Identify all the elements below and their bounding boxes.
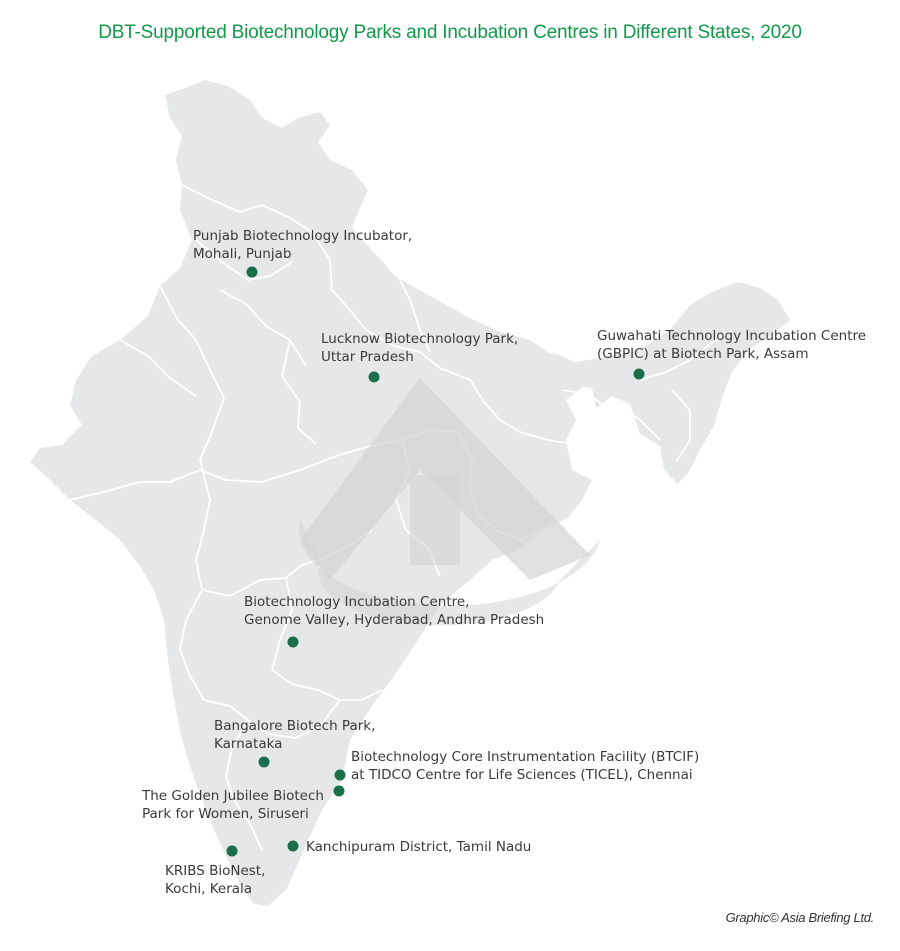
- label-hyderabad: [244, 593, 544, 629]
- label-line: Karnataka: [214, 736, 283, 752]
- label-line: Kanchipuram District, Tamil Nadu: [306, 839, 532, 855]
- marker-kanchipuram[interactable]: [288, 841, 299, 852]
- marker-lucknow[interactable]: [369, 372, 380, 383]
- label-kochi: [165, 862, 265, 898]
- label-line: The Golden Jubilee Biotech: [142, 788, 324, 804]
- label-line: Punjab Biotechnology Incubator,: [193, 228, 413, 244]
- label-line: Kochi, Kerala: [165, 881, 253, 897]
- label-line: Biotechnology Core Instrumentation Facility (BTCIF): [351, 749, 700, 765]
- label-line: Lucknow Biotechnology Park,: [321, 331, 519, 347]
- label-line: Genome Valley, Hyderabad, Andhra Pradesh: [244, 612, 545, 628]
- marker-chennai-btcif[interactable]: [335, 770, 346, 781]
- label-lucknow: [321, 330, 518, 366]
- map-title: DBT-Supported Biotechnology Parks and Incubation Centres in Different States, 2020: [98, 22, 802, 43]
- graphic-credit: Graphic© Asia Briefing Ltd.: [725, 910, 874, 925]
- marker-hyderabad[interactable]: [288, 637, 299, 648]
- label-line: at TIDCO Centre for Life Sciences (TICEL), Chennai: [351, 767, 693, 783]
- label-siruseri: [142, 787, 324, 823]
- label-chennai-btcif: [351, 748, 699, 784]
- label-line: Biotechnology Incubation Centre,: [244, 594, 470, 610]
- label-line: KRIBS BioNest,: [165, 863, 266, 879]
- label-line: Mohali, Punjab: [193, 246, 292, 262]
- marker-kochi[interactable]: [227, 846, 238, 857]
- marker-bangalore[interactable]: [259, 757, 270, 768]
- label-punjab: [193, 227, 412, 263]
- label-line: Park for Women, Siruseri: [142, 806, 309, 822]
- marker-guwahati[interactable]: [634, 369, 645, 380]
- label-line: Guwahati Technology Incubation Centre: [597, 328, 867, 344]
- label-line: (GBPIC) at Biotech Park, Assam: [597, 346, 809, 362]
- label-line: Uttar Pradesh: [321, 349, 414, 365]
- marker-punjab[interactable]: [247, 267, 258, 278]
- northeast-landmass: [552, 282, 790, 484]
- marker-siruseri[interactable]: [334, 786, 345, 797]
- label-kanchipuram: [306, 838, 531, 856]
- label-line: Bangalore Biotech Park,: [214, 718, 376, 734]
- label-guwahati: [597, 327, 866, 363]
